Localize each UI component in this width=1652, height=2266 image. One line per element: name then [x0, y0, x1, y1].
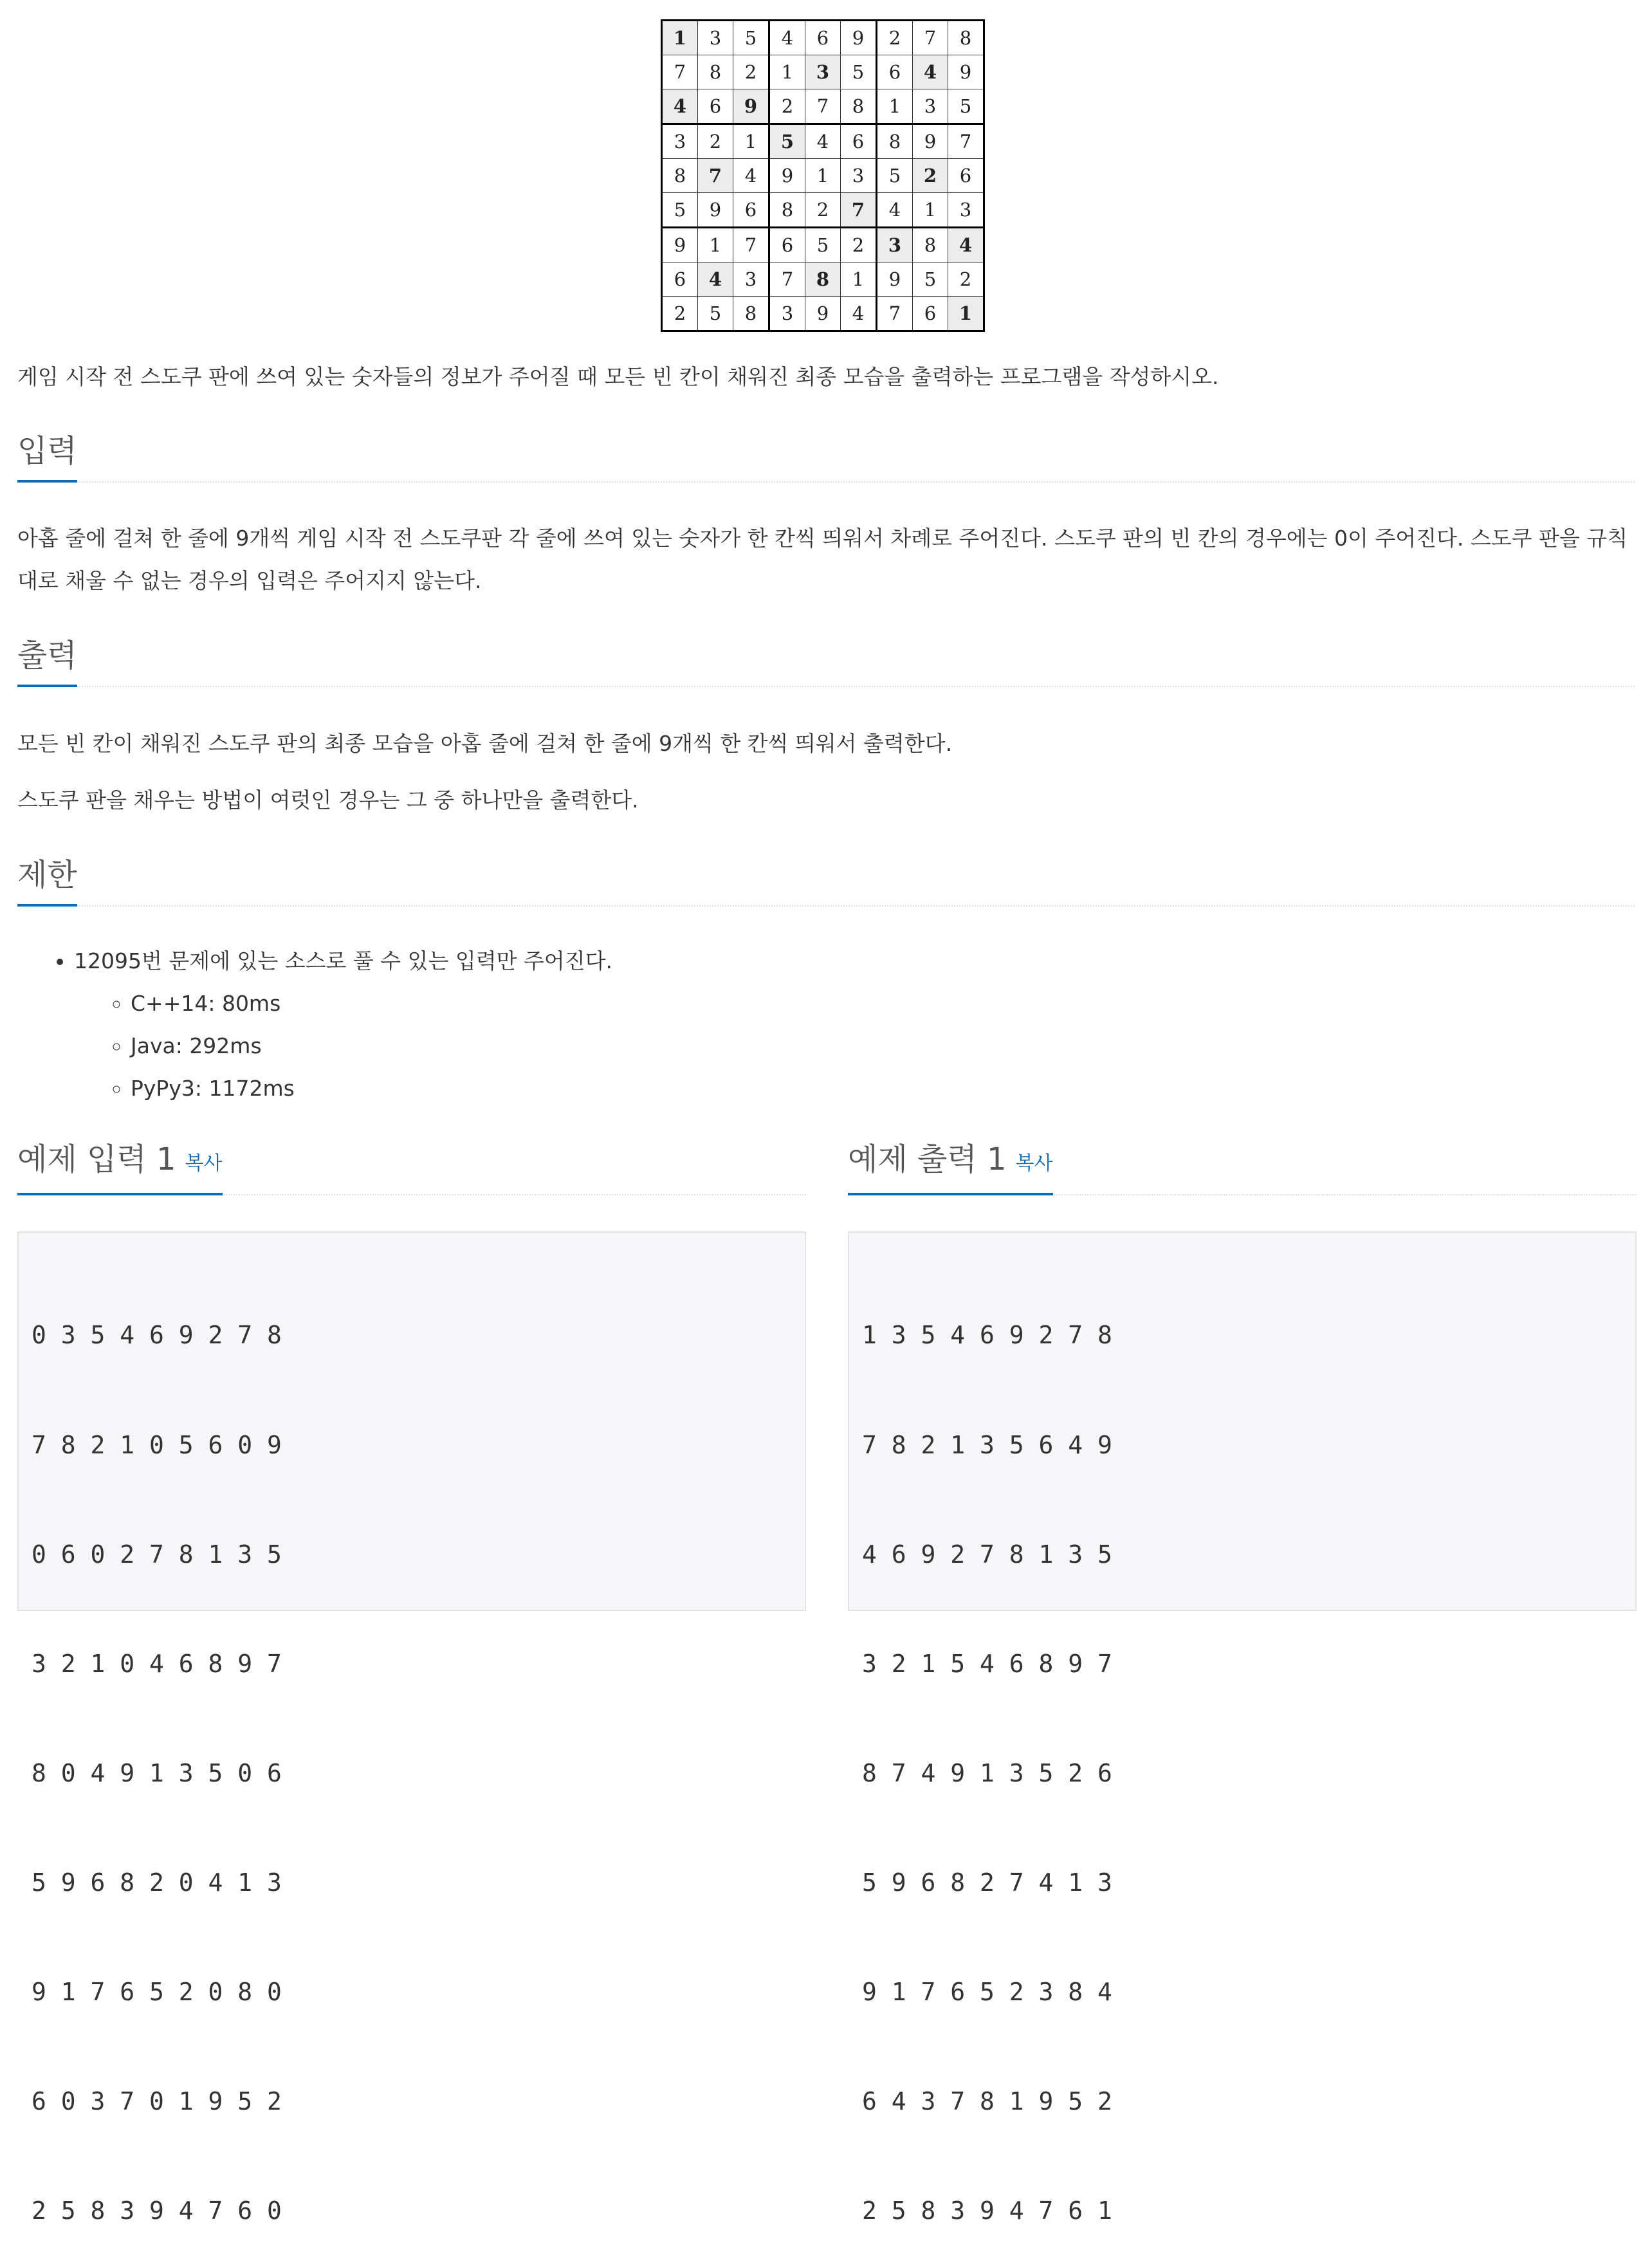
sudoku-row — [662, 193, 984, 228]
sudoku-cell: 1 — [805, 159, 841, 193]
sudoku-row — [662, 89, 984, 124]
sudoku-cell: 9 — [698, 193, 733, 228]
sample-output-line: 3 2 1 5 4 6 8 9 7 — [862, 1649, 1112, 1678]
sudoku-cell: 3 — [948, 193, 984, 228]
sample-input-line: 9 1 7 6 5 2 0 8 0 — [32, 1977, 282, 2006]
sudoku-cell: 7 — [733, 228, 769, 263]
sudoku-cell: 5 — [769, 124, 805, 159]
sudoku-cell: 4 — [805, 124, 841, 159]
sample-input-line: 7 8 2 1 0 5 6 0 9 — [32, 1430, 282, 1459]
sudoku-cell: 1 — [698, 228, 733, 263]
sudoku-cell: 3 — [841, 159, 877, 193]
sudoku-cell: 2 — [733, 55, 769, 89]
sudoku-cell: 8 — [913, 228, 948, 263]
sudoku-cell: 4 — [913, 55, 948, 89]
sample-input-line: 5 9 6 8 2 0 4 1 3 — [32, 1868, 282, 1897]
sudoku-figure — [661, 19, 985, 332]
limit-item — [74, 940, 1635, 1110]
sample-output-line: 2 5 8 3 9 4 7 6 1 — [862, 2197, 1112, 2225]
sudoku-cell: 9 — [877, 263, 913, 297]
sudoku-cell: 4 — [662, 89, 698, 124]
sudoku-cell: 1 — [877, 89, 913, 124]
sudoku-cell: 2 — [805, 193, 841, 228]
sudoku-cell: 3 — [698, 21, 733, 55]
sudoku-cell: 8 — [662, 159, 698, 193]
sudoku-cell: 5 — [805, 228, 841, 263]
sudoku-cell: 4 — [841, 297, 877, 331]
limit-list — [17, 940, 1635, 1110]
sudoku-cell: 9 — [948, 55, 984, 89]
sudoku-cell: 7 — [769, 263, 805, 297]
output-heading-row — [17, 634, 1635, 687]
sudoku-cell: 7 — [913, 21, 948, 55]
output-section — [17, 723, 1635, 822]
output-text-2: 스도쿠 판을 채우는 방법이 여럿인 경우는 그 중 하나만을 출력한다. — [17, 788, 639, 813]
limit-sublist — [74, 982, 1635, 1110]
sudoku-row — [662, 297, 984, 331]
sudoku-cell: 9 — [913, 124, 948, 159]
sudoku-cell: 6 — [769, 228, 805, 263]
sudoku-cell: 5 — [662, 193, 698, 228]
sudoku-cell: 9 — [841, 21, 877, 55]
input-text: 아홉 줄에 걸쳐 한 줄에 9개씩 게임 시작 전 스도쿠판 각 줄에 쓰여 있는 숫자가 한 칸씩 띄워서 차례로 주어진다. 스도쿠 판의 빈 칸의 경우에는 0이 주어진다. 스도쿠 판을 규칙대로 채울 수 없는 경우의 입력은 주어지지 않는다. — [17, 526, 1628, 593]
sample-input-line: 2 5 8 3 9 4 7 6 0 — [32, 2197, 282, 2225]
sudoku-cell: 6 — [913, 297, 948, 331]
sudoku-cell: 6 — [733, 193, 769, 228]
sudoku-row — [662, 263, 984, 297]
limit-heading: 제한 — [17, 855, 77, 907]
sample-output-line: 9 1 7 6 5 2 3 8 4 — [862, 1977, 1112, 2006]
sudoku-cell: 2 — [877, 21, 913, 55]
sample-output-heading-row — [848, 1143, 1637, 1195]
problem-description — [17, 356, 1635, 398]
sudoku-cell: 5 — [948, 89, 984, 124]
sample-input-heading — [17, 1139, 223, 1195]
sudoku-cell: 6 — [662, 263, 698, 297]
sudoku-row — [662, 55, 984, 89]
sudoku-cell: 4 — [769, 21, 805, 55]
sudoku-cell: 2 — [769, 89, 805, 124]
limit-subitem: ◦ PyPy3: 1172ms — [131, 1067, 1635, 1110]
sample-input-line: 8 0 4 9 1 3 5 0 6 — [32, 1758, 282, 1787]
sudoku-row — [662, 124, 984, 159]
sudoku-cell: 1 — [948, 297, 984, 331]
sudoku-cell: 1 — [733, 124, 769, 159]
sudoku-cell: 7 — [948, 124, 984, 159]
limit-subitem: ◦ Java: 292ms — [131, 1025, 1635, 1067]
sudoku-cell: 7 — [662, 55, 698, 89]
sudoku-cell: 2 — [698, 124, 733, 159]
sudoku-row — [662, 21, 984, 55]
sudoku-cell: 6 — [698, 89, 733, 124]
output-text-1: 모든 빈 칸이 채워진 스도쿠 판의 최종 모습을 아홉 줄에 걸쳐 한 줄에 9개씩 한 칸씩 띄워서 출력한다. — [17, 731, 953, 756]
sudoku-row — [662, 159, 984, 193]
sudoku-cell: 4 — [698, 263, 733, 297]
sample-input-line: 0 6 0 2 7 8 1 3 5 — [32, 1540, 282, 1569]
copy-output-button[interactable]: 복사 — [1015, 1152, 1053, 1175]
sudoku-cell: 7 — [877, 297, 913, 331]
sample-output-heading — [848, 1139, 1053, 1195]
sudoku-cell: 8 — [769, 193, 805, 228]
sudoku-cell: 7 — [841, 193, 877, 228]
sudoku-cell: 8 — [805, 263, 841, 297]
sample-output-title: 예제 출력 1 — [848, 1141, 1007, 1177]
sudoku-cell: 3 — [662, 124, 698, 159]
sample-output-line: 1 3 5 4 6 9 2 7 8 — [862, 1321, 1112, 1350]
sample-output-line: 7 8 2 1 3 5 6 4 9 — [862, 1430, 1112, 1459]
sudoku-cell: 9 — [805, 297, 841, 331]
sudoku-cell: 9 — [662, 228, 698, 263]
sudoku-cell: 5 — [733, 21, 769, 55]
sudoku-cell: 7 — [805, 89, 841, 124]
sample-output-line: 6 4 3 7 8 1 9 5 2 — [862, 2087, 1112, 2116]
sudoku-cell: 5 — [913, 263, 948, 297]
sudoku-cell: 8 — [948, 21, 984, 55]
sample-input-line: 0 3 5 4 6 9 2 7 8 — [32, 1321, 282, 1350]
sudoku-cell: 4 — [877, 193, 913, 228]
sudoku-cell: 6 — [805, 21, 841, 55]
sudoku-cell: 6 — [877, 55, 913, 89]
sudoku-cell: 2 — [913, 159, 948, 193]
sudoku-row — [662, 228, 984, 263]
input-section — [17, 517, 1635, 602]
sudoku-cell: 5 — [698, 297, 733, 331]
sudoku-cell: 3 — [805, 55, 841, 89]
limit-section — [17, 940, 1635, 1110]
description-text: 게임 시작 전 스도쿠 판에 쓰여 있는 숫자들의 정보가 주어질 때 모든 빈 칸이 채워진 최종 모습을 출력하는 프로그램을 작성하시오. — [17, 364, 1219, 389]
sudoku-cell: 2 — [841, 228, 877, 263]
sudoku-cell: 4 — [948, 228, 984, 263]
input-heading-row — [17, 430, 1635, 483]
sudoku-cell: 5 — [841, 55, 877, 89]
sudoku-cell: 9 — [769, 159, 805, 193]
sudoku-cell: 9 — [733, 89, 769, 124]
sample-input-line: 6 0 3 7 0 1 9 5 2 — [32, 2087, 282, 2116]
sudoku-cell: 3 — [733, 263, 769, 297]
sudoku-cell: 6 — [948, 159, 984, 193]
sudoku-cell: 8 — [841, 89, 877, 124]
sudoku-cell: 2 — [948, 263, 984, 297]
limit-item-text: 12095번 문제에 있는 소스로 풀 수 있는 입력만 주어진다. — [74, 948, 612, 973]
sudoku-cell: 6 — [841, 124, 877, 159]
sudoku-cell: 1 — [769, 55, 805, 89]
sample-output-box — [848, 1231, 1637, 2225]
sudoku-cell: 2 — [662, 297, 698, 331]
sudoku-cell: 5 — [877, 159, 913, 193]
sudoku-cell: 8 — [733, 297, 769, 331]
sudoku-cell: 1 — [662, 21, 698, 55]
limit-heading-row — [17, 854, 1635, 907]
sudoku-cell: 4 — [733, 159, 769, 193]
sudoku-grid — [661, 19, 985, 332]
sudoku-cell: 3 — [769, 297, 805, 331]
sample-input-box — [17, 1231, 806, 2225]
sudoku-cell: 8 — [698, 55, 733, 89]
sudoku-cell: 7 — [698, 159, 733, 193]
sample-input-line: 3 2 1 0 4 6 8 9 7 — [32, 1649, 282, 1678]
copy-input-button[interactable]: 복사 — [185, 1152, 223, 1175]
sudoku-cell: 1 — [841, 263, 877, 297]
output-heading: 출력 — [17, 636, 77, 687]
sample-input-title: 예제 입력 1 — [17, 1141, 176, 1177]
sudoku-cell: 8 — [877, 124, 913, 159]
input-heading: 입력 — [17, 431, 77, 483]
sample-output-line: 4 6 9 2 7 8 1 3 5 — [862, 1540, 1112, 1569]
sample-output-line: 5 9 6 8 2 7 4 1 3 — [862, 1868, 1112, 1897]
sample-input-heading-row — [17, 1143, 806, 1195]
sudoku-cell: 1 — [913, 193, 948, 228]
sudoku-cell: 3 — [877, 228, 913, 263]
limit-subitem: ◦ C++14: 80ms — [131, 982, 1635, 1025]
sample-output-line: 8 7 4 9 1 3 5 2 6 — [862, 1758, 1112, 1787]
sudoku-cell: 3 — [913, 89, 948, 124]
